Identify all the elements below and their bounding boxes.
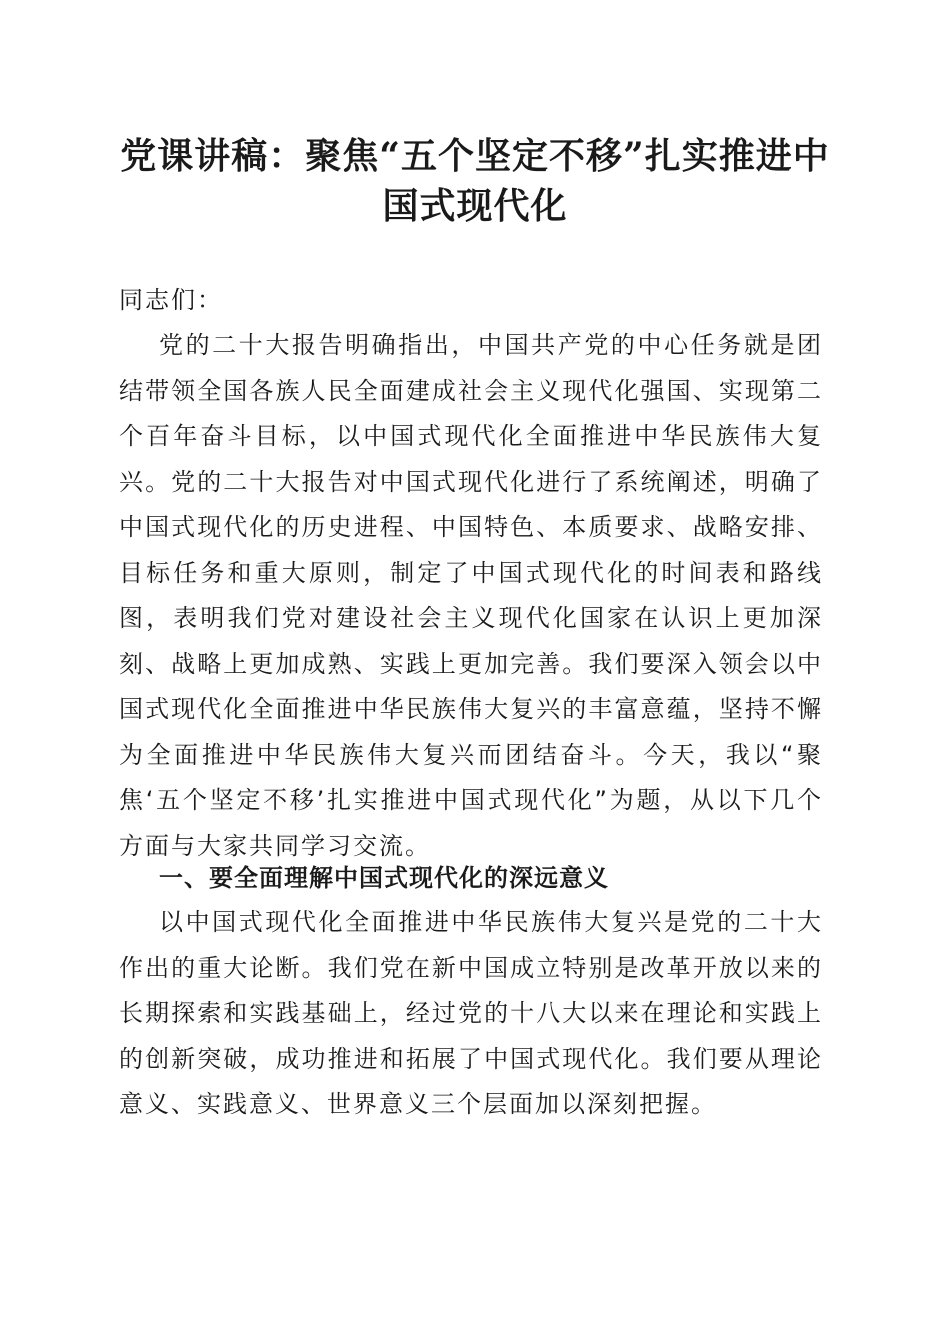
paragraph-intro: 党的二十大报告明确指出，中国共产党的中心任务就是团结带领全国各族人民全面建成社会主义现代化强国、实现第二个百年奋斗目标，以中国式现代化全面推进中华民族伟大复兴。党的二十大报告对中国式现代化进行了系统阐述，明确了中国式现代化的历史进程、中国特色、本质要求、战略安排、目标任务和重大原则，制定了中国式现代化的时间表和路线图，表明我们党对建设社会主义现代化国家在认识上更加深刻、战略上更加成熟、实践上更加完善。我们要深入领会以中国式现代化全面推进中华民族伟大复兴的丰富意蕴，坚持不懈为全面推进中华民族伟大复兴而团结奋斗。今天，我以“聚焦‘五个坚定不移’扎实推进中国式现代化”为题，从以下几个方面与大家共同学习交流。 xyxy=(119,331,823,860)
title-line-1: 党课讲稿：聚焦“五个坚定不移”扎实推进中 xyxy=(120,135,830,177)
title-line-2: 国式现代化 xyxy=(382,185,568,227)
section-heading-1: 一、要全面理解中国式现代化的深远意义 xyxy=(159,864,609,892)
paragraph-section-1: 以中国式现代化全面推进中华民族伟大复兴是党的二十大作出的重大论断。我们党在新中国成立特别是改革开放以来的长期探索和实践基础上，经过党的十八大以来在理论和实践上的创新突破，成功推进和拓展了中国式现代化。我们要从理论意义、实践意义、世界意义三个层面加以深刻把握。 xyxy=(119,908,823,1118)
greeting: 同志们： xyxy=(119,286,223,314)
document-title xyxy=(100,131,850,231)
